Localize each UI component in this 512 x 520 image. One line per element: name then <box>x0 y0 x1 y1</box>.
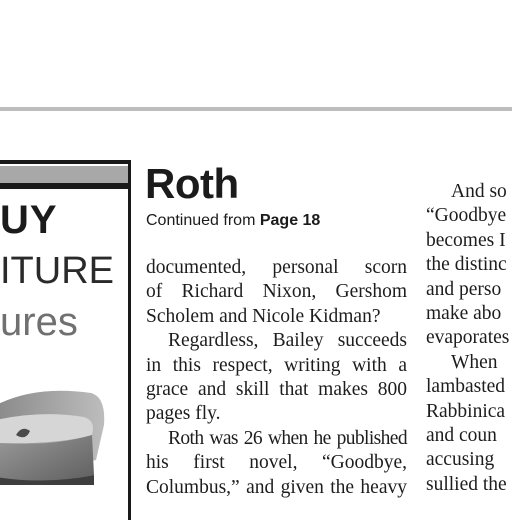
text-line: Columbus,” and given the heavy <box>146 476 407 498</box>
paragraph <box>146 329 407 427</box>
continued-from-text: Continued from <box>146 212 260 229</box>
text-line: “Goodbye <box>426 205 507 227</box>
text-line: the distinc <box>426 254 507 276</box>
ad-grey-band <box>0 166 128 183</box>
ad-features-word: ures <box>0 300 78 344</box>
text-line: And so <box>451 181 507 202</box>
text-line: sullied the <box>426 473 507 495</box>
text-line: grace and skill that makes 800 <box>146 379 407 401</box>
text-line: and coun <box>426 425 497 447</box>
ad-headline-word: UY <box>0 198 58 242</box>
article-headline: Roth <box>145 160 239 207</box>
text-line: his first novel, “Goodbye, <box>146 452 407 474</box>
paragraph <box>426 180 512 351</box>
paragraph <box>146 256 407 329</box>
ad-furniture-word: ITURE <box>0 250 114 292</box>
article-column-right <box>426 180 512 497</box>
text-line: accusing <box>426 449 495 471</box>
text-line: make abo <box>426 303 502 325</box>
continued-page-reference: Page 18 <box>259 212 321 229</box>
paragraph <box>146 427 407 500</box>
text-line: of Richard Nixon, Gershom <box>146 281 407 303</box>
text-line: Rabbinica <box>426 400 506 422</box>
article-column-middle <box>146 256 407 500</box>
text-line: becomes I <box>426 229 506 251</box>
text-line: and perso <box>426 278 502 300</box>
continued-from-line <box>146 211 320 231</box>
paragraph <box>426 351 512 497</box>
ad-chair-photo <box>0 365 124 485</box>
text-line: Regardless, Bailey succeeds <box>168 330 407 352</box>
text-line: pages fly. <box>146 403 221 425</box>
furniture-advertisement <box>0 160 131 520</box>
text-line: lambasted <box>426 376 506 398</box>
text-line: in this respect, writing with a <box>146 354 407 376</box>
text-line: documented, personal scorn <box>146 257 407 278</box>
text-line: Roth was 26 when he published <box>168 427 407 449</box>
ad-top-rule <box>0 160 128 164</box>
page-divider-rule <box>0 107 512 111</box>
text-line: When <box>451 351 498 373</box>
ad-dark-band <box>0 183 128 189</box>
text-line: Scholem and Nicole Kidman? <box>146 305 381 327</box>
text-line: evaporates <box>426 327 510 349</box>
